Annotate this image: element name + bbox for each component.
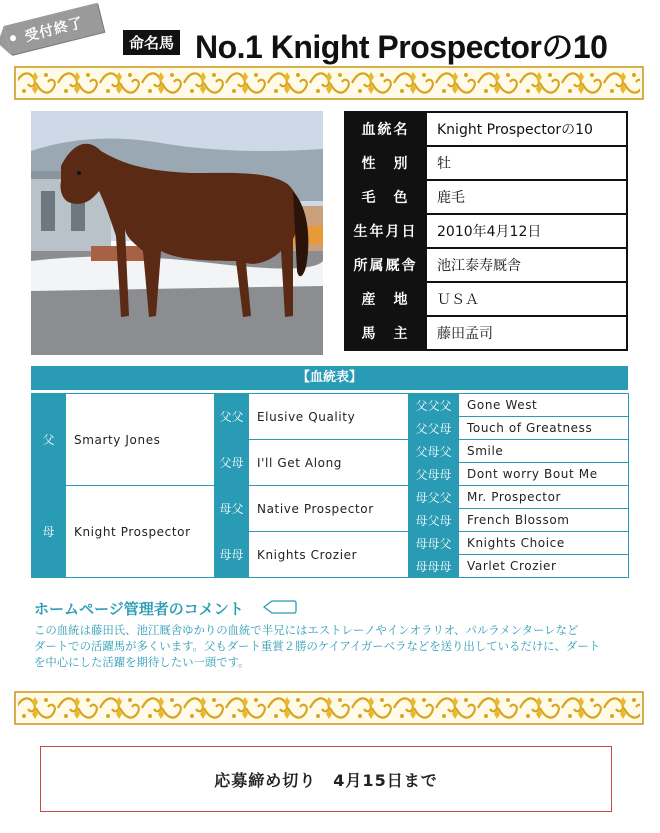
named-horse-badge: 命名馬 — [123, 30, 180, 55]
comment-text — [34, 622, 634, 670]
profile-row — [345, 180, 627, 214]
status-tag-label: 受付終了 — [23, 14, 86, 45]
dam-label: 母 — [32, 486, 66, 578]
sdd-name: Dont worry Bout Me — [459, 463, 629, 486]
ornament-divider-bottom — [14, 691, 644, 725]
profile-label: 所属厩舎 — [345, 248, 426, 282]
dd-name: Knights Crozier — [249, 532, 409, 578]
ddd-name: Varlet Crozier — [459, 555, 629, 578]
profile-row — [345, 248, 627, 282]
dsd-label: 母父母 — [409, 509, 459, 532]
deadline-box — [40, 746, 612, 812]
profile-row — [345, 214, 627, 248]
sdd-label: 父母母 — [409, 463, 459, 486]
sds-label: 父母父 — [409, 440, 459, 463]
profile-label: 産 地 — [345, 282, 426, 316]
profile-row — [345, 112, 627, 146]
profile-value: 鹿毛 — [426, 180, 627, 214]
profile-label: 血統名 — [345, 112, 426, 146]
comment-line: を中心にした活躍を期待したい一頭です。 — [34, 655, 250, 669]
sss-label: 父父父 — [409, 394, 459, 417]
profile-value: 池江泰寿厩舎 — [426, 248, 627, 282]
horse-photo — [31, 111, 323, 355]
profile-row — [345, 282, 627, 316]
tag-hole-icon — [9, 35, 16, 42]
sire-name: Smarty Jones — [66, 394, 215, 486]
profile-label: 性 別 — [345, 146, 426, 180]
ddd-label: 母母母 — [409, 555, 459, 578]
comment-title: ホームページ管理者のコメント — [34, 600, 244, 618]
profile-table — [344, 111, 628, 351]
comment-line: ダートでの活躍馬が多くいます。父もダート重賞２勝のケイアイガーベラなどを送り出しているだけに、ダート — [34, 639, 601, 653]
profile-row — [345, 146, 627, 180]
speech-bubble-icon — [262, 598, 298, 618]
profile-value: Knight Prospectorの10 — [426, 112, 627, 146]
profile-label: 毛 色 — [345, 180, 426, 214]
dss-label: 母父父 — [409, 486, 459, 509]
dss-name: Mr. Prospector — [459, 486, 629, 509]
ss-name: Elusive Quality — [249, 394, 409, 440]
profile-value: ＵＳＡ — [426, 282, 627, 316]
ss-label: 父父 — [215, 394, 249, 440]
profile-row — [345, 316, 627, 350]
deadline-text: 応募締め切り 4月15日まで — [214, 770, 438, 790]
dds-label: 母母父 — [409, 532, 459, 555]
profile-value: 牡 — [426, 146, 627, 180]
profile-label: 生年月日 — [345, 214, 426, 248]
page-title: No.1 Knight Prospectorの10 — [195, 29, 608, 65]
ssd-label: 父父母 — [409, 417, 459, 440]
horse-image — [31, 111, 323, 355]
ds-label: 母父 — [215, 486, 249, 532]
ornament-divider-top — [14, 66, 644, 100]
profile-value: 2010年4月12日 — [426, 214, 627, 248]
sd-name: I'll Get Along — [249, 440, 409, 486]
comment-line: この血統は藤田氏、池江厩舎ゆかりの血統で半兄にはエストレーノやインオラリオ、パルラメンターレなど — [34, 623, 579, 637]
dsd-name: French Blossom — [459, 509, 629, 532]
pedigree-table — [31, 393, 629, 578]
sd-label: 父母 — [215, 440, 249, 486]
ssd-name: Touch of Greatness — [459, 417, 629, 440]
ornament-border-icon — [14, 66, 644, 100]
pedigree-heading: 【血統表】 — [31, 366, 628, 390]
profile-value: 藤田孟司 — [426, 316, 627, 350]
dd-label: 母母 — [215, 532, 249, 578]
sss-name: Gone West — [459, 394, 629, 417]
ornament-border-icon — [14, 691, 644, 725]
sire-label: 父 — [32, 394, 66, 486]
ds-name: Native Prospector — [249, 486, 409, 532]
status-tag — [4, 3, 104, 55]
profile-label: 馬 主 — [345, 316, 426, 350]
dds-name: Knights Choice — [459, 532, 629, 555]
sds-name: Smile — [459, 440, 629, 463]
dam-name: Knight Prospector — [66, 486, 215, 578]
